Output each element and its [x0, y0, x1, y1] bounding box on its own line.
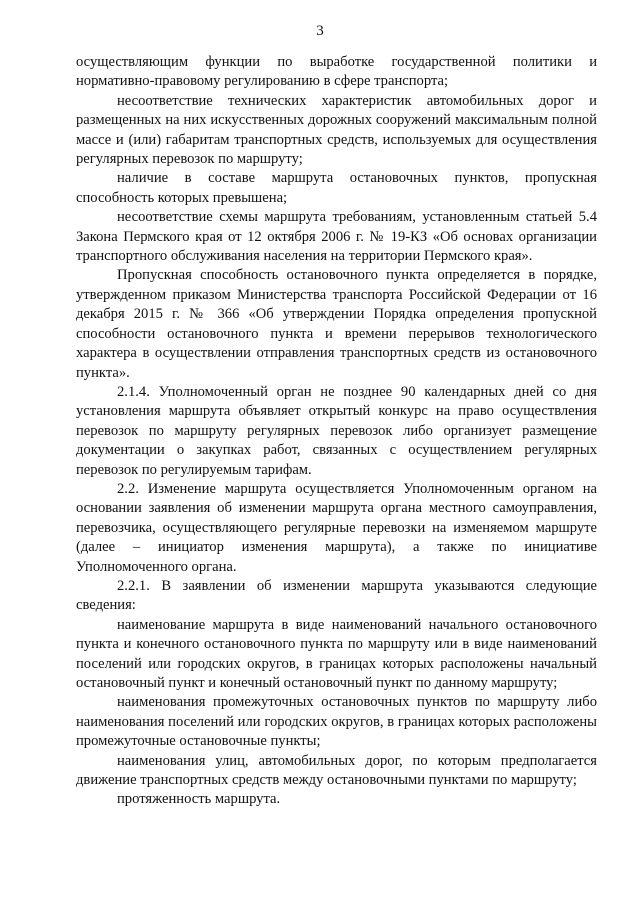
paragraph-stop-capacity: наличие в составе маршрута остановочных пунктов, пропускная способность которых превышена; — [76, 170, 597, 206]
paragraph-route-name: наименование маршрута в виде наименований начального остановочного пункта и конечного остановочного пункта по маршруту или в виде наименований поселений или городских округов, в границах которых расположены начальный остановочный пункт и конечный остановочный пункт по данному маршруту; — [76, 616, 597, 691]
paragraph-2-2-1: 2.2.1. В заявлении об изменении маршрута указываются следующие сведения: — [76, 577, 597, 614]
paragraph-streets: наименования улиц, автомобильных дорог, по которым предполагается движение транспортных средств между остановочными пунктами по маршруту; — [76, 752, 597, 789]
paragraph-intermediate-stops: наименования промежуточных остановочных пунктов по маршруту либо наименования поселений или городских округов, в границах которых расположены промежуточные остановочные пункты; — [76, 694, 597, 750]
paragraph-road-mismatch: несоответствие технических характеристик автомобильных дорог и размещенных на них искусственных дорожных сооружений максимальным полной массе и (или) габаритам транспортных средств, используемых для осуществления регулярных перевозок по маршруту; — [76, 92, 597, 168]
paragraph-capacity-order: Пропускная способность остановочного пункта определяется в порядке, утвержденном приказом Министерства транспорта Российской Федерации от 16 декабря 2015 г. № 366 «Об утверждении Порядка определения пропускной способности остановочного пункта и времени перерывов технологического характера в осуществлении отправления транспортных средств из остановочного пункта». — [76, 267, 597, 381]
document-body — [76, 53, 597, 810]
paragraph-2-2: 2.2. Изменение маршрута осуществляется Уполномоченным органом на основании заявления об изменении маршрута органа местного самоуправления, перевозчика, осуществляющего регулярные перевозки на изменяемом маршруте (далее – инициатор изменения маршрута), а также по инициативе Уполномоченного органа. — [76, 480, 597, 575]
paragraph-route-scheme: несоответствие схемы маршрута требованиям, установленным статьей 5.4 Закона Пермского края от 12 октября 2006 г. № 19-КЗ «Об основах организации транспортного обслуживания населения на территории Пермского края». — [76, 209, 597, 265]
paragraph-2-1-4: 2.1.4. Уполномоченный орган не позднее 90 календарных дней со дня установления маршрута объявляет открытый конкурс на право осуществления перевозок по маршруту регулярных перевозок либо организует размещение документации о закупках работ, связанных с осуществлением регулярных перевозок по регулируемым тарифам. — [76, 383, 597, 478]
paragraph-continuation: осуществляющим функции по выработке государственной политики и нормативно-правовому регулированию в сфере транспорта; — [76, 54, 597, 90]
paragraph-route-length: протяженность маршрута. — [117, 791, 281, 808]
page-number: 3 — [316, 23, 324, 39]
